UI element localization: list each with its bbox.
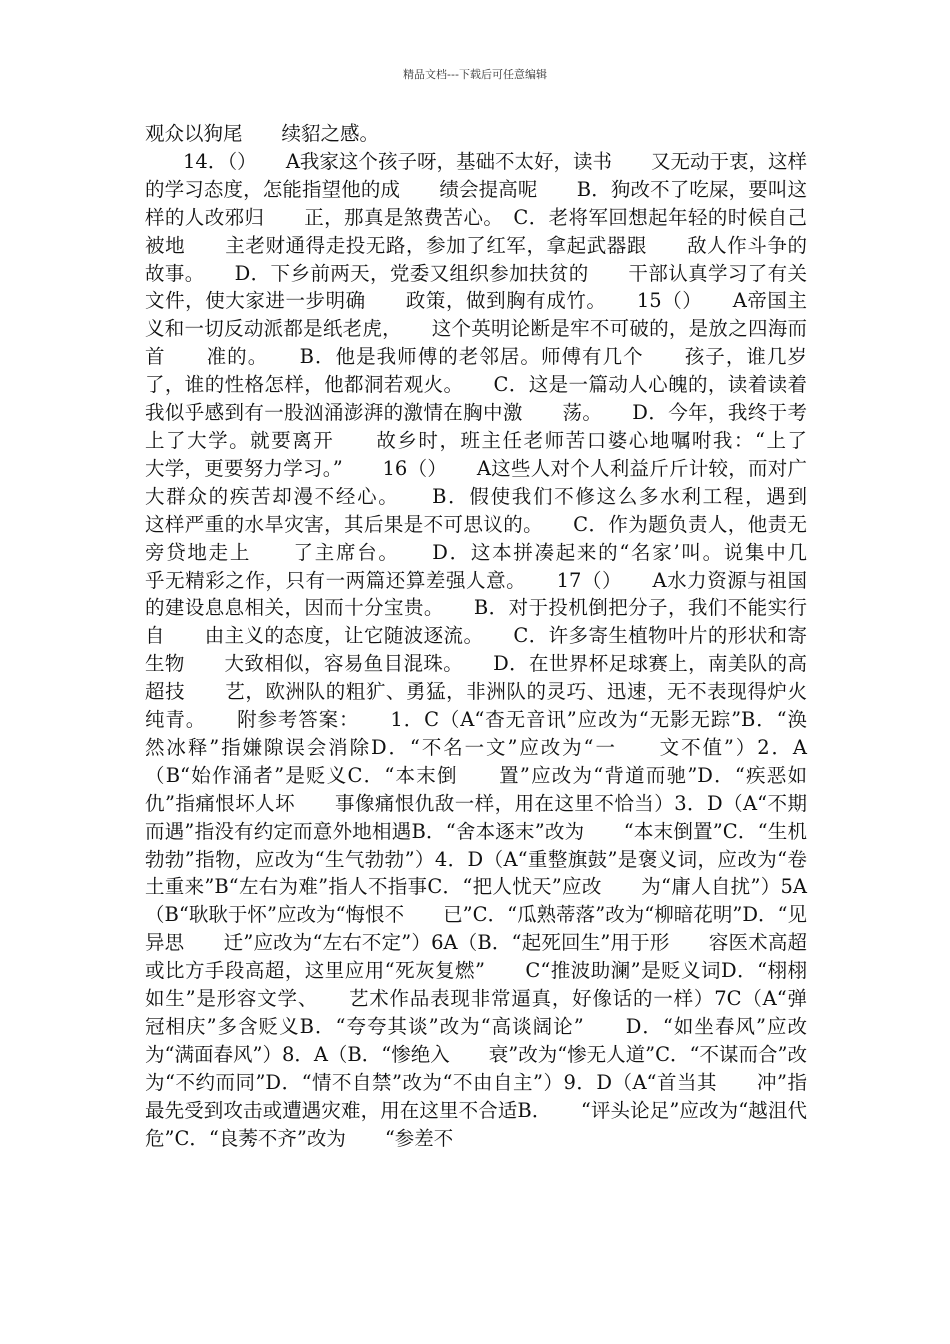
body-paragraph: 14．（） A我家这个孩子呀，基础不太好，读书 又无动于衷，这样的学习态度，怎能指望他的成 绩会提高呢 B．狗改不了吃屎，要叫这样的人改邪归 正，那真是煞费苦心。 C．老将军回想起年轻的时候自己被地 主老财通得走投无路，参加了红军，拿起武器跟 敌人作斗争的故事。 D．下乡前两天，党委又组织参加扶贫的 干部认真学习了有关文件，使大家进一步明确 政策，做到胸有成竹。 15（） A帝国主义和一切反动派都是纸老虎， 这个英明论断是牢不可破的，是放之四海而首 准的。 B．他是我师傅的老邻居。师傅有几个 孩子，谁几岁了，谁的性格怎样，他都洞若观火。 C．这是一篇动人心魄的，读着读着 我似乎感到有一股汹涌澎湃的激情在胸中激 荡。 D．今年，我终于考上了大学。就要离开 故乡时，班主任老师苦口婆心地嘱咐我：“上了 大学，更要努力学习。” 16（） A这些人对个人利益斤斤计较，而对广大群众的疾苦却漫不经心。 B．假使我们不修这么多水利工程，遇到 这样严重的水旱灾害，其后果是不可思议的。 C．作为题负责人，他责无旁贷地走上 了主席台。 D．这本拼凑起来的“名家’叫。说集中几 乎无精彩之作，只有一两篇还算差强人意。 17（） A水力资源与祖国的建设息息相关，因而十分宝贵。 B．对于投机倒把分子，我们不能实行自 由主义的态度，让它随波逐流。 C．许多寄生植物叶片的形状和寄生物 大致相似，容易鱼目混珠。 D．在世界杯足球赛上，南美队的高超技 艺，欧洲队的粗犷、勇猛，非洲队的灵巧、迅速，无不表现得炉火纯青。 附参考答案： 1．C（A“杳无音讯”应改为“无影无踪”B．“涣 然冰释”指嫌隙误会消除D．“不名一文”应改为“一 文不值”）2．A（B“始作涌者”是贬义C．“本末倒 置”应改为“背道而驰”D．“疾恶如仇”指痛恨坏人坏 事像痛恨仇敌一样，用在这里不恰当）3．D（A“不期而遇”指没有约定而意外地相遇B．“舍本逐末”改为 “本末倒置”C．“生机勃勃”指物，应改为“生气勃勃”）4．D（A“重整旗鼓”是褒义词，应改为“卷土重来”B“左右为难”指人不指事C．“把人忧天”应改 为“庸人自扰”）5A（B“耿耿于怀”应改为“悔恨不 已”C．“瓜熟蒂落”改为“柳暗花明”D．“见异思 迁”应改为“左右不定”）6A（B．“起死回生”用于形 容医术高超或比方手段高超，这里应用“死灰复燃” C“推波助澜”是贬义词D．“栩栩如生”是形容文学、 艺术作品表现非常逼真，好像话的一样）7C（A“弹 冠相庆”多含贬义B．“夸夸其谈”改为“高谈阔论” D．“如坐春风”应改为“满面春风”）8．A（B．“惨绝入 衰”改为“惨无人道”C．“不谋而合”改为“不约而同”D．“情不自禁”改为“不由自主”）9．D（A“首当其 冲”指最先受到攻击或遭遇灾难，用在这里不合适B． “评头论足”应改为“越沮代危”C．“良莠不齐”改为 “参差不 — [145, 149, 847, 1150]
document-body — [145, 120, 847, 1240]
page-header: 精品文档---下载后可任意编辑 — [403, 68, 547, 81]
body-lead-line: 观众以狗尾 续貂之感。 — [145, 122, 380, 145]
